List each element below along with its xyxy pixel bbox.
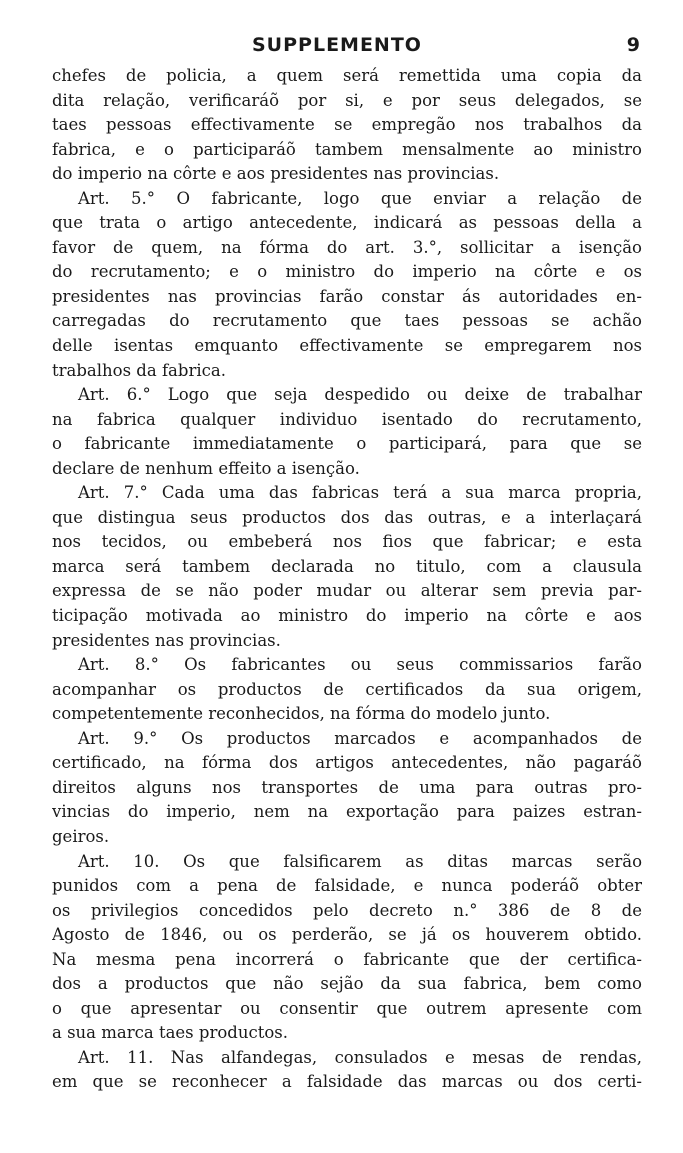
text-line: favor de quem, na fórma do art. 3.°, sollicitar a isenção [52,237,642,257]
paragraph [52,850,642,1046]
text-line: Na mesma pena incorrerá o fabricante que der certifica- [52,949,642,969]
paragraph [52,481,642,653]
text-line: vincias do imperio, nem na exportação para paizes estran- [52,802,642,822]
text-line: carregadas do recrutamento que taes pessoas se achão [52,311,642,331]
text-line: dos a productos que não sejão da sua fabrica, bem como [52,974,642,994]
text-line: presidentes nas provincias. [52,630,281,650]
text-line: delle isentas emquanto effectivamente se empregarem nos [52,336,642,356]
text-line: marca será tambem declarada no titulo, com a clausula [52,556,642,576]
text-line: trabalhos da fabrica. [52,360,226,380]
text-line: os privilegios concedidos pelo decreto n.° 386 de 8 de [52,900,642,920]
text-line: competentemente reconhecidos, na fórma do modelo junto. [52,704,551,724]
text-line: Art. 6.° Logo que seja despedido ou deixe de trabalhar [78,385,642,405]
text-line: Art. 8.° Os fabricantes ou seus commissarios farão [78,655,642,675]
paragraph [52,727,642,850]
text-line: Art. 7.° Cada uma das fabricas terá a sua marca propria, [78,483,642,503]
text-line: do recrutamento; e o ministro do imperio na côrte e os [52,262,642,282]
page-number: 9 [626,34,640,56]
text-line: na fabrica qualquer individuo isentado do recrutamento, [52,409,642,429]
paragraph [52,653,642,727]
text-line: em que se reconhecer a falsidade das marcas ou dos certi- [52,1072,642,1092]
text-line: que distingua seus productos dos das outras, e a interlaçará [52,507,642,527]
text-line: punidos com a pena de falsidade, e nunca poderáõ obter [52,876,642,896]
text-line: fabrica, e o participaráõ tambem mensalmente ao ministro [52,139,642,159]
page-header [52,34,642,64]
paragraph [52,1046,642,1095]
text-line: do imperio na côrte e aos presidentes nas provincias. [52,164,500,184]
text-line: Art. 10. Os que falsificarem as ditas marcas serão [78,851,642,871]
text-line: certificado, na fórma dos artigos antecedentes, não pagaráõ [52,753,642,773]
text-line: ticipação motivada ao ministro do imperio na côrte e aos [52,606,642,626]
text-line: acompanhar os productos de certificados da sua origem, [52,679,642,699]
text-line: direitos alguns nos transportes de uma para outras pro- [52,777,642,797]
text-line: Art. 9.° Os productos marcados e acompanhados de [78,728,642,748]
text-line: taes pessoas effectivamente se empregão nos trabalhos da [52,115,642,135]
text-line: Art. 5.° O fabricante, logo que enviar a relação de [78,188,642,208]
document-page [52,34,642,1095]
text-line: o que apresentar ou consentir que outrem apresente com [52,998,642,1018]
paragraph [52,64,642,187]
body-text [52,64,642,1095]
text-line: Agosto de 1846, ou os perderão, se já os houverem obtido. [52,925,642,945]
paragraph [52,383,642,481]
text-line: declare de nenhum effeito a isenção. [52,458,360,478]
text-line: Art. 11. Nas alfandegas, consulados e mesas de rendas, [78,1047,642,1067]
text-line: presidentes nas provincias farão constar ás autoridades en- [52,286,642,306]
text-line: geiros. [52,826,110,846]
running-head: SUPPLEMENTO [252,34,422,56]
paragraph [52,187,642,383]
text-line: o fabricante immediatamente o participará, para que se [52,434,642,454]
text-line: nos tecidos, ou embeberá nos fios que fabricar; e esta [52,532,642,552]
text-line: que trata o artigo antecedente, indicará as pessoas della a [52,213,642,233]
text-line: chefes de policia, a quem será remettida uma copia da [52,66,642,85]
text-line: dita relação, verificaráõ por si, e por seus delegados, se [52,90,642,110]
text-line: expressa de se não poder mudar ou alterar sem previa par- [52,581,642,601]
text-line: a sua marca taes productos. [52,1023,288,1043]
